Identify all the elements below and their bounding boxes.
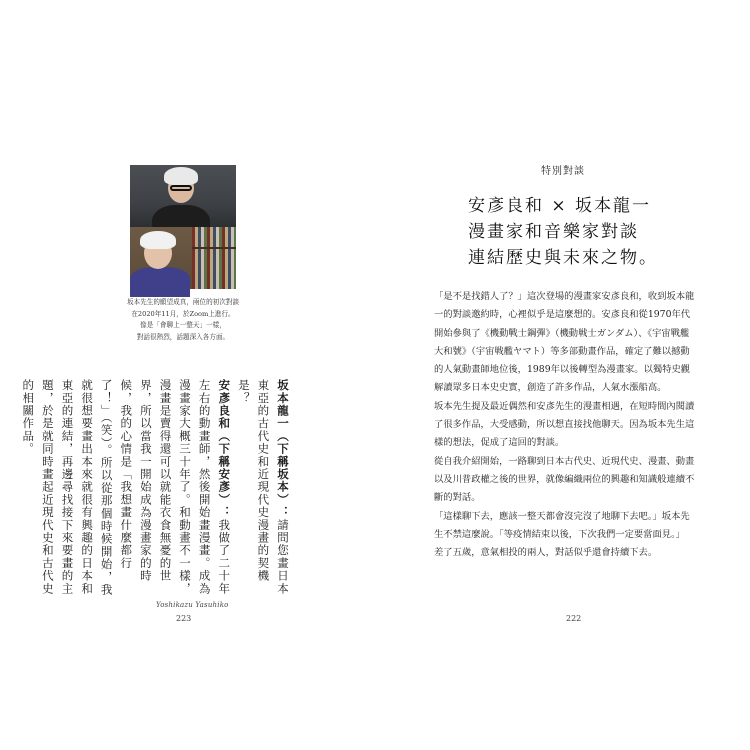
intro-line: 生不禁這麼說。「等疫情結束以後，下次我們一定要當面見。」: [434, 528, 686, 540]
photo-top-frame: [130, 165, 236, 227]
intro-line: 斷的對話。: [434, 492, 481, 504]
bookshelf: [192, 227, 236, 289]
caption-line: 坂本先生的願望成真，兩位的初次對談: [126, 298, 240, 306]
intro-line: 坂本先生提及最近偶然和安彥先生的漫畫相遇，在短時間內閱讀: [434, 400, 695, 412]
intro-line: 從自我介紹開始，一路聊到日本古代史、近現代史、漫畫、動畫: [434, 455, 695, 467]
photo-bottom-frame: [130, 227, 236, 289]
page-number: 222: [566, 614, 582, 623]
photo-caption: [110, 297, 256, 343]
intro-line: 的人氣動畫師地位後，1989年以後轉型為漫畫家。以獨特史觀: [434, 364, 691, 376]
caption-line: 在2020年11月，於Zoom上進行。: [131, 309, 235, 318]
intro-line: 了很多作品，大受感動，所以想直接找他聊天。因為坂本先生這: [434, 419, 695, 431]
intro-line: 大和號》（宇宙戦艦ヤマト）等多部動畫作品，確定了難以撼動: [434, 345, 690, 357]
section-kicker: 特別對談: [541, 166, 585, 177]
glasses-icon: [170, 185, 192, 191]
intro-line: 差了五歲，意氣相投的兩人，對話似乎還會持續下去。: [434, 547, 658, 559]
interview-paragraph: [18, 379, 234, 599]
running-footer-name: Yoshikazu Yasuhiko: [156, 601, 229, 609]
page-number: 223: [176, 614, 192, 623]
speaker-label: 安彥良和（下稱安彥）：: [217, 379, 232, 519]
vertical-interview-text: [21, 379, 292, 599]
title-line: 漫畫家和音樂家對談: [468, 222, 639, 242]
person-bottom-body: [130, 267, 190, 297]
zoom-call-photo: [130, 165, 236, 289]
intro-line: 一的對談邀約時，心裡似乎是這麼想的。安彥良和從1970年代: [434, 309, 691, 321]
speaker-label: 坂本龍一（下稱坂本）：: [276, 379, 290, 519]
intro-line: 開始參與了《機動戰士鋼彈》（機動戦士ガンダム）、《宇宙戰艦: [434, 327, 690, 339]
speech-text: 請問您畫日本東亞的古代史和近現代史漫畫的契機是？: [236, 379, 290, 595]
person-top-hair: [164, 167, 198, 185]
intro-line: 以及川普政權之後的世界，就像編織兩位的興趣和知識般連續不: [434, 473, 695, 485]
caption-line: 像是「會聊上一整天」一樣，: [140, 321, 226, 329]
intro-line: 解讀眾多日本史史實，創造了許多作品，人氣水漲船高。: [434, 382, 667, 394]
article-intro: [434, 288, 696, 562]
intro-line: 樣的想法，促成了這回的對談。: [434, 437, 565, 449]
person-bottom-hair: [140, 231, 176, 249]
speech-text: 我做了二十年左右的動畫師，然後開始畫漫畫。成為漫畫家大概三十年了。和動畫不一樣，漫畫是賣得還可以就能衣食無憂的世界，所以當我一開始成為漫畫家的時候，我的心情是「我想畫什麼都行了！」（笑）。所以從那個時候開始，我就很想要畫出本來就很有興趣的日本和東亞的連結，再邊尋找接下來要畫的主題，於是就同時畫起近現代史和古代史的相關作品。: [21, 379, 232, 597]
title-line: 安彥良和 × 坂本龍一: [468, 196, 652, 216]
caption-line: 對話很熱烈，話題深入各方面。: [136, 332, 230, 341]
interview-paragraph: [233, 379, 292, 599]
intro-line: 「這樣聊下去，應該一整天都會沒完沒了地聊下去吧。」坂本先: [434, 510, 690, 522]
intro-line: 「是不是找錯人了？」這次登場的漫畫家安彥良和，收到坂本龍: [434, 291, 695, 302]
title-line: 連結歷史與未來之物。: [468, 248, 658, 268]
article-title: [468, 193, 688, 271]
